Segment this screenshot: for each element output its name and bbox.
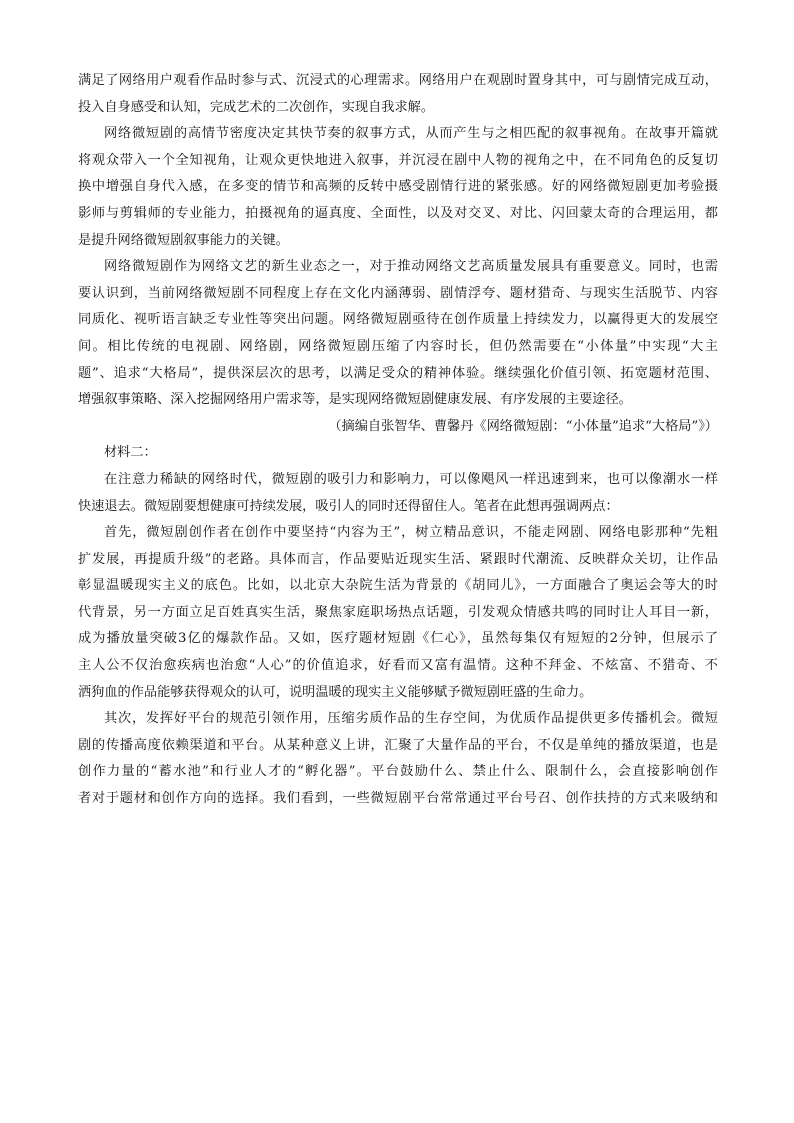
source-citation: （摘编自张智华、曹馨丹《网络微短剧：“小体量”追求“大格局”》） [328, 418, 718, 434]
material-heading: 材料二： [104, 445, 157, 461]
text-line: 间。相比传统的电视剧、网络剧，网络微短剧压缩了内容时长，但仍然需要在“小体量”中实现“大主 [78, 338, 718, 354]
text-line: 是提升网络微短剧叙事能力的关键。 [78, 232, 289, 248]
text-line: 影师与剪辑师的专业能力，拍摄视角的逼真度、全面性，以及对交叉、对比、闪回蒙太奇的合理运用，都 [78, 205, 718, 221]
paragraph-narrative [78, 121, 718, 254]
text-line: 者对于题材和创作方向的选择。我们看到，一些微短剧平台常常通过平台号召、创作扶持的方式来吸纳和 [78, 791, 718, 807]
text-line: 投入自身感受和认知，完成艺术的二次创作，实现自我求解。 [78, 99, 435, 115]
text-line: 创作力量的“蓄水池”和行业人才的“孵化器”。平台鼓励什么、禁止什么、限制什么，会直接影响创作 [78, 764, 718, 780]
text-line: 题”、追求“大格局”，提供深层次的思考，以满足受众的精神体验。继续强化价值引领、拓宽题材范围、 [78, 365, 718, 381]
paragraph-continuation [78, 68, 718, 121]
paragraph-intro [78, 467, 718, 520]
paragraph-significance [78, 254, 718, 414]
document-page [78, 68, 718, 813]
text-line: 扩发展，再提质升级”的老路。具体而言，作品要贴近现实生活、紧跟时代潮流、反映群众关切，让作品 [78, 551, 718, 567]
text-line: 换中增强自身代入感，在多变的情节和高频的反转中感受剧情行进的紧张感。好的网络微短剧更加考验摄 [78, 179, 718, 195]
paragraph-second-point [78, 706, 718, 812]
text-line: 成为播放量突破3亿的爆款作品。又如，医疗题材短剧《仁心》，虽然每集仅有短短的2分钟，但展示了 [78, 631, 718, 647]
text-line: 在注意力稀缺的网络时代，微短剧的吸引力和影响力，可以像飓风一样迅速到来，也可以像潮水一样 [104, 471, 718, 487]
text-line: 首先，微短剧创作者在创作中要坚持“内容为王”，树立精品意识，不能走网剧、网络电影那种“先粗 [104, 525, 718, 541]
text-line: 增强叙事策略、深入挖掘网络用户需求等，是实现网络微短剧健康发展、有序发展的主要途径。 [78, 392, 632, 408]
text-line: 网络微短剧的高情节密度决定其快节奏的叙事方式，从而产生与之相匹配的叙事视角。在故事开篇就 [104, 126, 718, 142]
text-line: 要认识到，当前网络微短剧不同程度上存在文化内涵薄弱、剧情浮夸、题材猎奇、与现实生活脱节、内容 [78, 285, 718, 301]
text-line: 其次，发挥好平台的规范引领作用，压缩劣质作品的生存空间，为优质作品提供更多传播机会。微短 [104, 711, 718, 727]
text-line: 满足了网络用户观看作品时参与式、沉浸式的心理需求。网络用户在观剧时置身其中，可与剧情完成互动， [78, 73, 718, 88]
paragraph-first-point [78, 520, 718, 706]
text-line: 洒狗血的作品能够获得观众的认可，说明温暖的现实主义能够赋予微短剧旺盛的生命力。 [78, 684, 593, 700]
text-line: 网络微短剧作为网络文艺的新生业态之一，对于推动网络文艺高质量发展具有重要意义。同时，也需 [104, 259, 718, 275]
text-line: 主人公不仅治愈疾病也治愈“人心”的价值追求，好看而又富有温情。这种不拜金、不炫富、不猎奇、不 [78, 658, 718, 674]
text-line: 同质化、视听语言缺乏专业性等突出问题。网络微短剧亟待在创作质量上持续发力，以赢得更大的发展空 [78, 312, 718, 328]
text-line: 快速退去。微短剧要想健康可持续发展，吸引人的同时还得留住人。笔者在此想再强调两点： [78, 498, 619, 514]
text-line: 代背景，另一方面立足百姓真实生活，聚焦家庭职场热点话题，引发观众情感共鸣的同时让人耳目一新， [78, 604, 718, 620]
text-line: 将观众带入一个全知视角，让观众更快地进入叙事，并沉浸在剧中人物的视角之中，在不同角色的反复切 [78, 152, 718, 168]
text-line: 剧的传播高度依赖渠道和平台。从某种意义上讲，汇聚了大量作品的平台，不仅是单纯的播放渠道，也是 [78, 737, 718, 753]
text-line: 彰显温暖现实主义的底色。比如，以北京大杂院生活为背景的《胡同儿》，一方面融合了奥运会等大的时 [78, 578, 718, 594]
